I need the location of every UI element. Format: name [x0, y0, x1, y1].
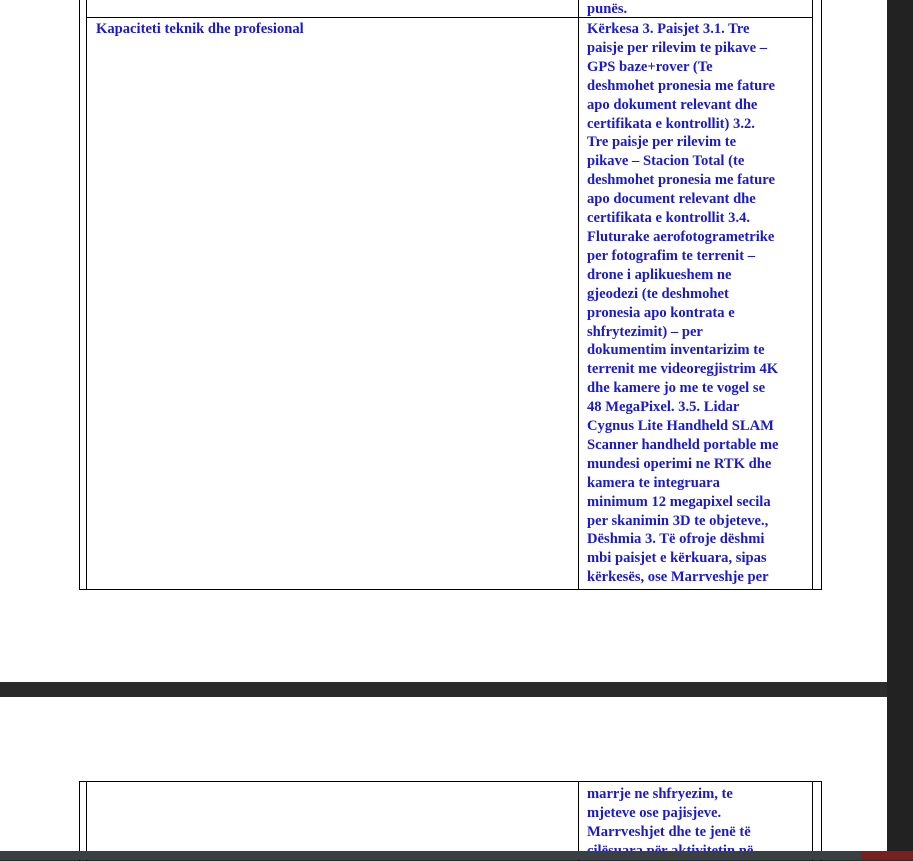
text-line: gjeodezi (te deshmohet [587, 285, 729, 302]
text-line: marrje ne shfryezim, te [587, 786, 733, 802]
table-inner-left-border [86, 781, 87, 861]
table-column-divider [578, 781, 579, 861]
viewer-edge [887, 0, 913, 860]
text-line: paisje per rilevim te pikave – [587, 39, 768, 56]
text-line: per skanimin 3D te objeteve., [587, 512, 769, 529]
text-line: Cygnus Lite Handheld SLAM [587, 418, 774, 435]
table-left-border [79, 781, 80, 861]
text-line: Marrveshjet dhe te jenë të [587, 823, 751, 840]
text-line: mjeteve ose pajisjeve. [587, 804, 722, 821]
text-line: minimum 12 megapixel secila [587, 493, 771, 510]
text-line: per fotografim te terrenit – [587, 247, 756, 264]
table-right-border [821, 781, 822, 861]
text-line: drone i aplikueshem ne [587, 266, 732, 283]
previous-row-text: punës. [587, 1, 628, 17]
table-right-border [821, 0, 822, 590]
text-line: Dëshmia 3. Të ofroje dëshmi [587, 531, 765, 548]
text-line: mundesi operimi ne RTK dhe [587, 455, 772, 472]
table-inner-right-border [812, 0, 813, 590]
text-line: apo dokument relevant dhe [587, 96, 758, 113]
text-line: Tre paisje per rilevim te [587, 134, 737, 151]
text-line: pikave – Stacion Total (te [587, 153, 745, 170]
table-column-divider [578, 0, 579, 590]
text-line: deshmohet pronesia me fature [587, 77, 775, 94]
text-line: 48 MegaPixel. 3.5. Lidar [587, 399, 740, 416]
row-value [587, 20, 811, 587]
text-line: GPS baze+rover (Te [587, 58, 713, 75]
text-line: apo document relevant dhe [587, 191, 756, 208]
row-label: Kapaciteti teknik dhe profesional [96, 21, 304, 37]
text-line: dokumentim inventarizim te [587, 342, 765, 359]
scrollbar-accent [861, 851, 913, 860]
text-line: mbi paisjet e kërkuara, sipas [587, 550, 767, 567]
text-line: certifikata e kontrollit) 3.2. [587, 115, 755, 132]
text-line: terrenit me videoregjistrim 4K [587, 361, 779, 378]
row-value-continued [587, 785, 811, 861]
text-line: dhe kamere jo me te vogel se [587, 380, 766, 397]
table-left-border [79, 0, 80, 590]
text-line: pronesia apo kontrata e [587, 304, 735, 321]
text-line: shfrytezimit) – per [587, 323, 703, 340]
text-line: Fluturake aerofotogrametrike [587, 228, 775, 245]
text-line: Scanner handheld portable me [587, 436, 779, 453]
table-inner-left-border [86, 0, 87, 590]
horizontal-scrollbar[interactable] [0, 851, 913, 860]
text-line: kërkesës, ose Marrveshje per [587, 569, 769, 586]
text-line: kamera te integruara [587, 474, 720, 491]
table-top-border [79, 781, 822, 782]
text-line: certifikata e kontrollit 3.4. [587, 210, 751, 227]
text-line: Kërkesa 3. Paisjet 3.1. Tre [587, 21, 750, 37]
table-inner-right-border [812, 781, 813, 861]
text-line: deshmohet pronesia me fature [587, 172, 775, 189]
document-page-2 [0, 697, 887, 860]
table-bottom-border [79, 589, 822, 590]
